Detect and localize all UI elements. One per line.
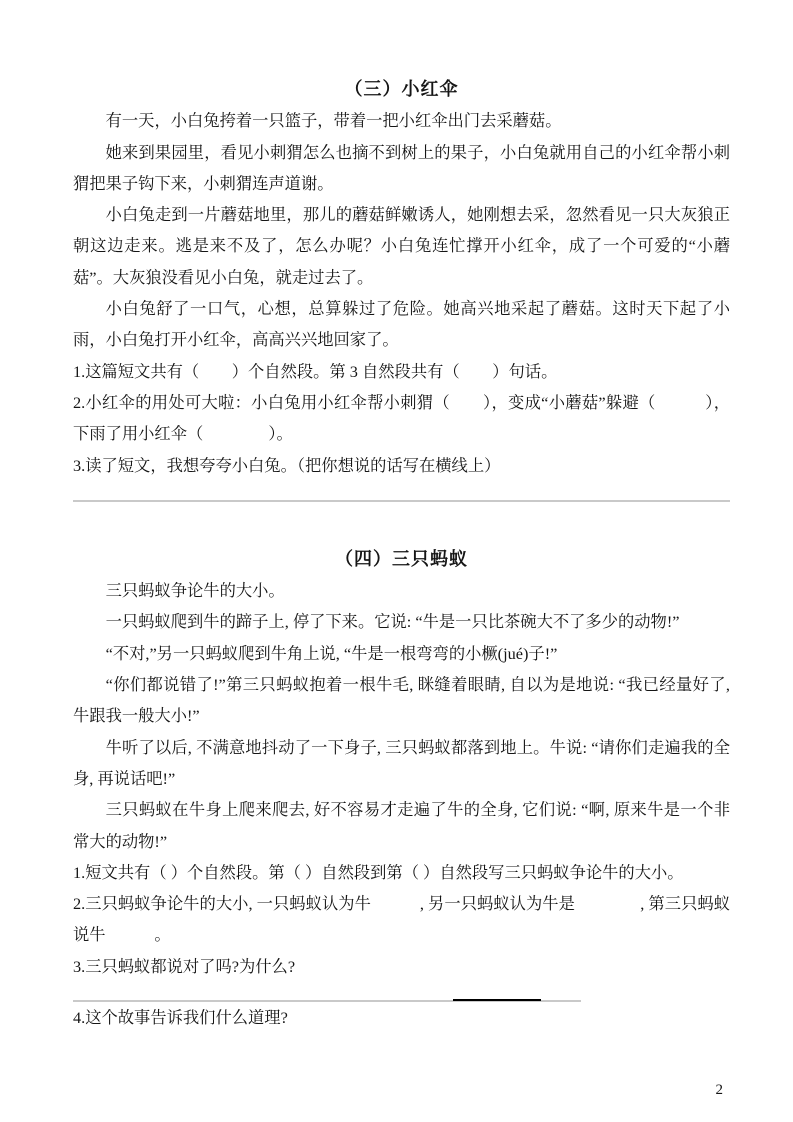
question-item: 2.三只蚂蚁争论牛的大小, 一只蚂蚁认为牛 , 另一只蚂蚁认为牛是 , 第三只蚂蚁说牛 。 (73, 894, 730, 945)
question-item: 1.这篇短文共有（ ）个自然段。第 3 自然段共有（ ）句话。 (73, 361, 558, 381)
section-xiaohongsan (73, 74, 730, 481)
passage-paragraph: “不对,”另一只蚂蚁爬到牛角上说, “牛是一根弯弯的小橛(jué)子!” (105, 643, 558, 663)
passage-paragraph: “你们都说错了!”第三只蚂蚁抱着一根牛毛, 眯缝着眼睛, 自以为是地说: “我已经量好了, 牛跟我一般大小!” (73, 675, 730, 726)
section-sanzhimayi (73, 544, 730, 1033)
page-number: 2 (715, 1082, 723, 1098)
question-item: 3.读了短文，我想夸夸小白兔。（把你想说的话写在横线上） (73, 455, 501, 475)
passage-paragraph: 小白兔舒了一口气，心想，总算躲过了危险。她高兴地采起了蘑菇。这时天下起了小雨，小白兔打开小红伞，高高兴兴地回家了。 (73, 299, 730, 350)
section-title: （三）小红伞 (344, 79, 459, 99)
question-item: 3.三只蚂蚁都说对了吗?为什么? (73, 956, 296, 976)
passage-paragraph: 小白兔走到一片蘑菇地里，那儿的蘑菇鲜嫩诱人，她刚想去采，忽然看见一只大灰狼正朝这边走来。逃是来不及了，怎么办呢？小白兔连忙撑开小红伞，成了一个可爱的“小蘑菇”。大灰狼没看见小白兔，就走过去了。 (73, 205, 730, 287)
question-item: 4.这个故事告诉我们什么道理? (73, 1008, 288, 1028)
answer-underline-segment (453, 999, 541, 1001)
passage-paragraph: 三只蚂蚁争论牛的大小。 (105, 581, 285, 601)
section-divider-rule (73, 500, 730, 502)
passage-paragraph: 牛听了以后, 不满意地抖动了一下身子, 三只蚂蚁都落到地上。牛说: “请你们走遍我的全身, 再说话吧!” (73, 737, 730, 788)
passage-paragraph: 她来到果园里，看见小刺猬怎么也摘不到树上的果子，小白兔就用自己的小红伞帮小刺猬把果子钩下来，小刺猬连声道谢。 (73, 142, 730, 193)
question-item: 2.小红伞的用处可大啦：小白兔用小红伞帮小刺猬（ ），变成“小蘑菇”躲避（ ），下雨了用小红伞（ ）。 (73, 392, 730, 444)
passage-paragraph: 一只蚂蚁爬到牛的蹄子上, 停了下来。它说: “牛是一只比茶碗大不了多少的动物!” (105, 612, 680, 632)
passage-paragraph: 有一天，小白兔挎着一只篮子，带着一把小红伞出门去采蘑菇。 (105, 111, 562, 131)
question-item: 1.短文共有（ ）个自然段。第（ ）自然段到第（ ）自然段写三只蚂蚁争论牛的大小。 (73, 862, 684, 882)
answer-rule (73, 1000, 581, 1002)
section-title: （四）三只蚂蚁 (335, 548, 468, 569)
passage-paragraph: 三只蚂蚁在牛身上爬来爬去, 好不容易才走遍了牛的全身, 它们说: “啊, 原来牛是一个非常大的动物!” (73, 800, 730, 851)
